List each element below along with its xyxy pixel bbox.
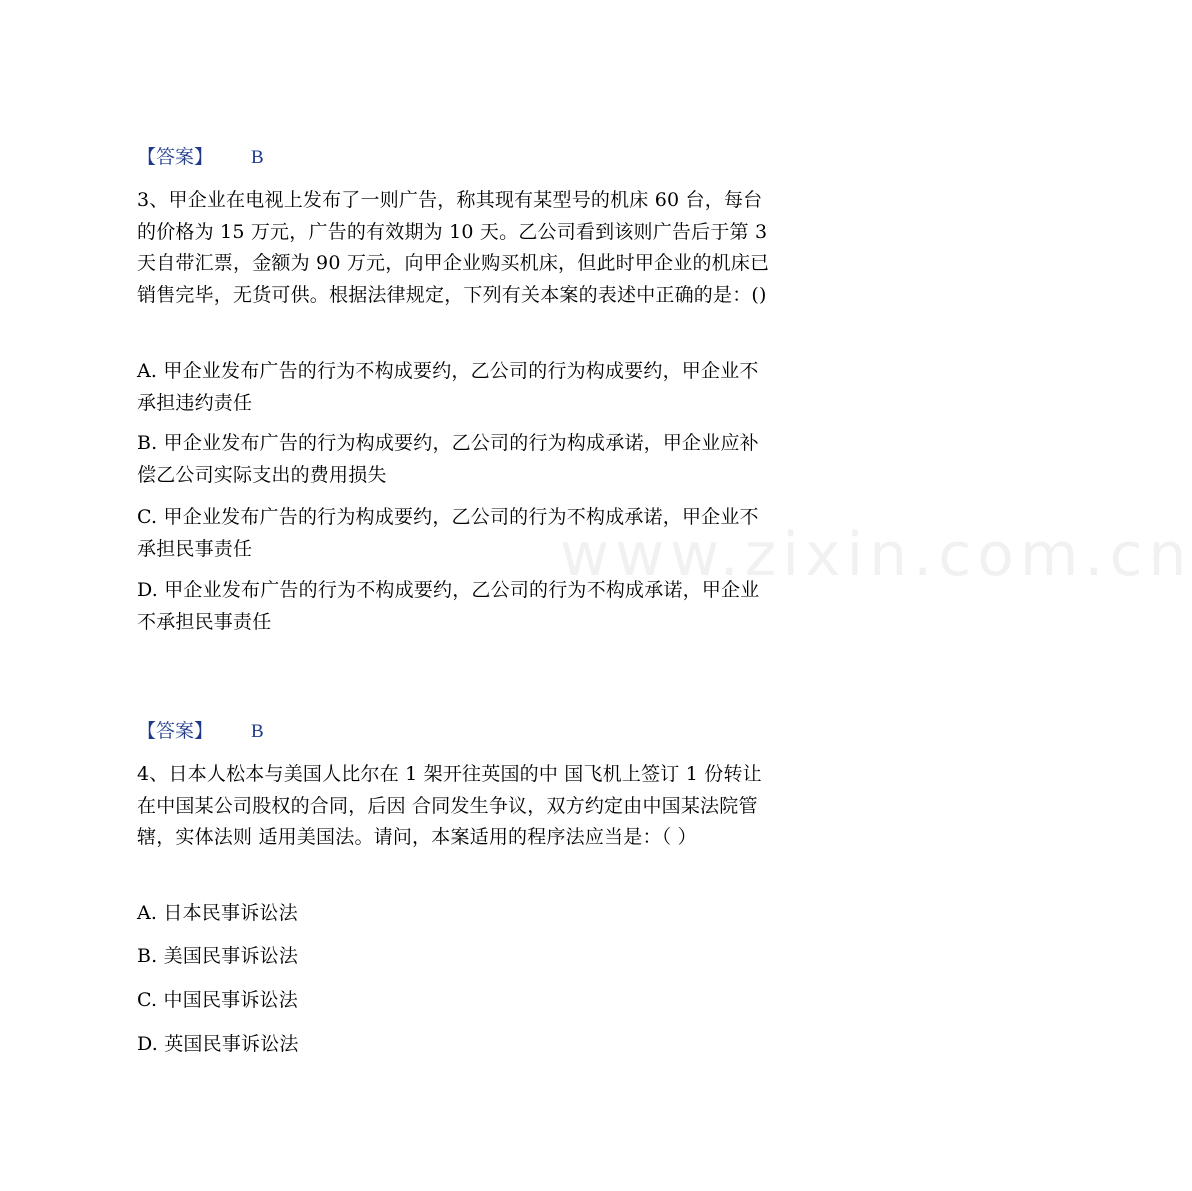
question-4-option-c: C. 中国民事诉讼法 bbox=[137, 989, 298, 1011]
answer-tag: 【答案】 bbox=[137, 720, 214, 742]
answer-value: B bbox=[251, 147, 264, 168]
question-4-stem: 4、日本人松本与美国人比尔在 1 架开往英国的中 国飞机上签订 1 份转让在中国某公司股权的合同，后因 合同发生争议，双方约定由中国某法院管辖，实体法则 适用美国法。请问，本案适用的程序法应当是：（ ） bbox=[137, 763, 762, 848]
question-3-option-a: A. 甲企业发布广告的行为不构成要约，乙公司的行为构成要约，甲企业不承担违约责任 bbox=[137, 360, 759, 414]
answer-tag: 【答案】 bbox=[137, 146, 214, 168]
question-4-option-b: B. 美国民事诉讼法 bbox=[137, 945, 299, 967]
watermark: www.zixin.com.cn bbox=[560, 520, 1192, 590]
answer-label-1 bbox=[137, 145, 264, 170]
question-4-option-d: D. 英国民事诉讼法 bbox=[137, 1033, 299, 1055]
question-3-option-b: B. 甲企业发布广告的行为构成要约，乙公司的行为构成承诺，甲企业应补偿乙公司实际支出的费用损失 bbox=[137, 432, 759, 486]
question-4-option-a: A. 日本民事诉讼法 bbox=[137, 902, 298, 924]
question-3-option-d: D. 甲企业发布广告的行为不构成要约，乙公司的行为不构成承诺，甲企业不承担民事责任 bbox=[137, 579, 760, 633]
question-3-stem: 3、甲企业在电视上发布了一则广告，称其现有某型号的机床 60 台，每台的价格为 15 万元，广告的有效期为 10 天。乙公司看到该则广告后于第 3 天自带汇票，金额为 90 万元，向甲企业购买机床，但此时甲企业的机床已销售完毕，无货可供。根据法律规定，下列有关本案的表述中正确的是：() bbox=[137, 189, 770, 306]
answer-value: B bbox=[251, 721, 264, 742]
question-3-option-c: C. 甲企业发布广告的行为构成要约，乙公司的行为不构成承诺，甲企业不承担民事责任 bbox=[137, 506, 759, 560]
answer-label-2 bbox=[137, 719, 264, 744]
